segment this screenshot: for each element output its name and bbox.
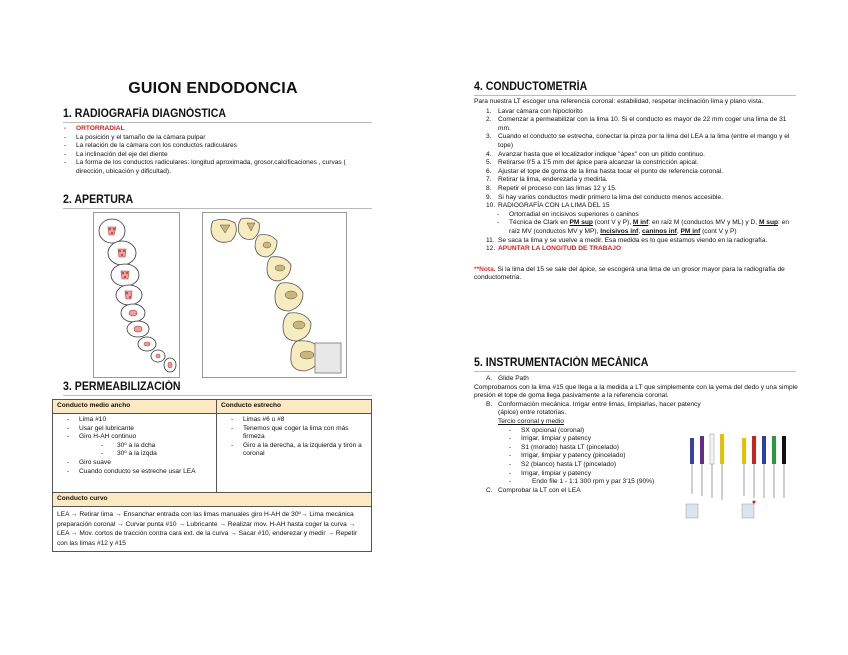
list-item: 9. Si hay varios conductos medir primero la lima del conducto menos accesible. bbox=[486, 193, 724, 201]
list-item: - Limas #6 u #8 bbox=[221, 416, 367, 425]
conductometry-intro: Para nuestra LT escoger una referencia coronal: estabilidad, respetar inclinación lima y plano vista. bbox=[474, 98, 764, 105]
list-item: - Irrigar, limpiar y patency bbox=[508, 470, 708, 479]
list-item: - Giro suave bbox=[57, 459, 212, 468]
list-item: 2. Comenzar a permeabilizar con la lima 10. Si el conducto es mayor de 22 mm coger una lima de 31 mm. bbox=[486, 116, 787, 132]
list-item: - 30º a la izqda bbox=[95, 450, 212, 459]
list-item: - Cuando conducto se estreche usar LEA bbox=[57, 468, 212, 477]
list-item: - Giro a la derecha, a la izquierda y tirón a coronal bbox=[221, 442, 367, 459]
list-item: - Usar gel lubricante bbox=[57, 425, 212, 434]
clark-technique-item: - Técnica de Clark en PM sup (cont V y P), M inf: en raíz M (conductos MV y ML) y D, M sup: en raíz MV (conductos MV y MP), Incisivos inf, caninos inf, PM inf (cont V y P) bbox=[496, 219, 798, 236]
list-item: A. Glide Path bbox=[486, 375, 529, 382]
list-item: - Irrigar, limpiar y patency bbox=[508, 435, 708, 444]
divider bbox=[63, 208, 372, 209]
list-item: - SX opcional (coronal) bbox=[508, 427, 708, 436]
list-item: - La relación de la cámara con los conductos radiculares bbox=[63, 142, 373, 151]
list-item: - La posición y el tamaño de la cámara pulpar bbox=[63, 134, 373, 143]
list-item: 5. Retirarse 0'5 a 1'5 mm del ápice para alcanzar la constricción apical. bbox=[486, 159, 699, 167]
list-item: 6. Ajustar el tope de goma de la lima hasta tocar el punto de referencia coronal. bbox=[486, 167, 724, 175]
list-item: - Endo file 1 - 1:1 300 rpm y par 3'15 (90%) bbox=[508, 478, 708, 487]
permeabilization-table bbox=[52, 399, 372, 552]
section-4-heading: 4. CONDUCTOMETRÍA bbox=[474, 81, 588, 93]
list-item: - Giro H-AH continuo - 30º a la dcha - 30º a la izqda bbox=[57, 433, 212, 459]
glide-path-text: Comprobamos con la lima #15 que llega a la medida a LT que simplemente con la yema del dedo y una simple presión el tope de goma llega pasivamente a la referencia coronal. bbox=[474, 383, 798, 400]
section-2-heading: 2. APERTURA bbox=[63, 194, 134, 206]
table-header-curvo: Conducto curvo bbox=[53, 493, 372, 507]
list-item: - 30º a la dcha bbox=[95, 442, 212, 451]
access-cavity-arch-diagram bbox=[202, 212, 347, 378]
list-item: - Tenemos que coger la lima con más firmeza bbox=[221, 425, 367, 442]
list-item: - S2 (blanco) hasta LT (pincelado) bbox=[508, 461, 708, 470]
occlusal-arch-diagram bbox=[93, 212, 180, 378]
divider bbox=[63, 395, 372, 396]
list-item: 12. APUNTAR LA LONGITUD DE TRABAJO bbox=[486, 245, 622, 253]
table-header-estrecho: Conducto estrecho bbox=[217, 400, 372, 414]
table-header-medio: Conducto medio ancho bbox=[53, 400, 217, 414]
list-item: - ORTORRADIAL bbox=[63, 125, 373, 134]
list-item: 11. Se saca la lima y se vuelve a medir. Esa medida es lo que estamos viendo en la radiografía. bbox=[486, 236, 768, 244]
list-item: - La inclinación del eje del diente bbox=[63, 151, 373, 160]
divider bbox=[474, 95, 796, 96]
list-item: 8. Repetir el proceso con las limas 12 y 15. bbox=[486, 184, 617, 192]
list-item: 3. Cuando el conducto se estrecha, conectar la pinza por la lima del LEA a la lima (entre el mango y el tope) bbox=[486, 133, 790, 149]
list-item: - Irrigar, limpiar y patency (pincelado) bbox=[508, 452, 708, 461]
list-item: 7. Retirar la lima, enderezarla y medirla. bbox=[486, 176, 608, 184]
section-3-heading: 3. PERMEABILIZACIÓN bbox=[63, 381, 181, 393]
list-item: 10. RADIOGRAFÍA CON LA LIMA DEL 15 bbox=[486, 202, 610, 210]
list-item: - Lima #10 bbox=[57, 416, 212, 425]
section-4-body bbox=[474, 98, 798, 283]
list-item: - Ortorradial en incisivos superiores o caninos bbox=[496, 211, 798, 220]
divider bbox=[63, 122, 372, 123]
list-item: C. Comprobar la LT con el LEA bbox=[486, 486, 581, 494]
section-1-heading: 1. RADIOGRAFÍA DIAGNÓSTICA bbox=[63, 108, 227, 120]
section-5-heading: 5. INSTRUMENTACIÓN MECÁNICA bbox=[474, 357, 649, 369]
rotary-files-image bbox=[684, 424, 798, 522]
list-item: 4. Avanzar hasta que el localizador indique "ápex" con un pitido continuo. bbox=[486, 150, 705, 158]
table-cell-curvo: LEA → Retirar lima → Ensanchar entrada con las limas manuales giro H-AH de 30º→ Lima mecánica preparación coronal → Curvar punta #10 → Lubricante → Realizar mov. H-AH hasta coger la curva → LEA → Mov. cortos de tracción contra cara ext. de la curva → Sacar #10, enderezar y medir → Repetir con las limas #12 y #15 bbox=[53, 507, 372, 552]
section-1-list bbox=[63, 125, 373, 177]
table-cell-medio bbox=[53, 414, 217, 493]
list-item: - S1 (morado) hasta LT (pincelado) bbox=[508, 444, 708, 453]
tercio-label: Tercio coronal y medio bbox=[498, 417, 564, 425]
page-title: GUION ENDODONCIA bbox=[128, 80, 298, 97]
table-cell-estrecho bbox=[217, 414, 372, 493]
list-item: 1. Lavar cámara con hipoclorito bbox=[486, 107, 583, 115]
list-item: B. Conformación mecánica. Irrigar entre limas, limpiarlas, hacer patency (ápice) entre rotatorias. bbox=[486, 400, 701, 417]
note: **Nota. Si la lima del 15 se sale del ápice, se escogerá una lima de un grosor mayor para la radiografía de conductometría. bbox=[474, 265, 785, 282]
list-item: - La forma de los conductos radiculares: longitud aproximada, grosor,calcificaciones , curvas ( dirección, ubicación y dificultad). bbox=[63, 159, 373, 176]
divider bbox=[474, 371, 796, 372]
